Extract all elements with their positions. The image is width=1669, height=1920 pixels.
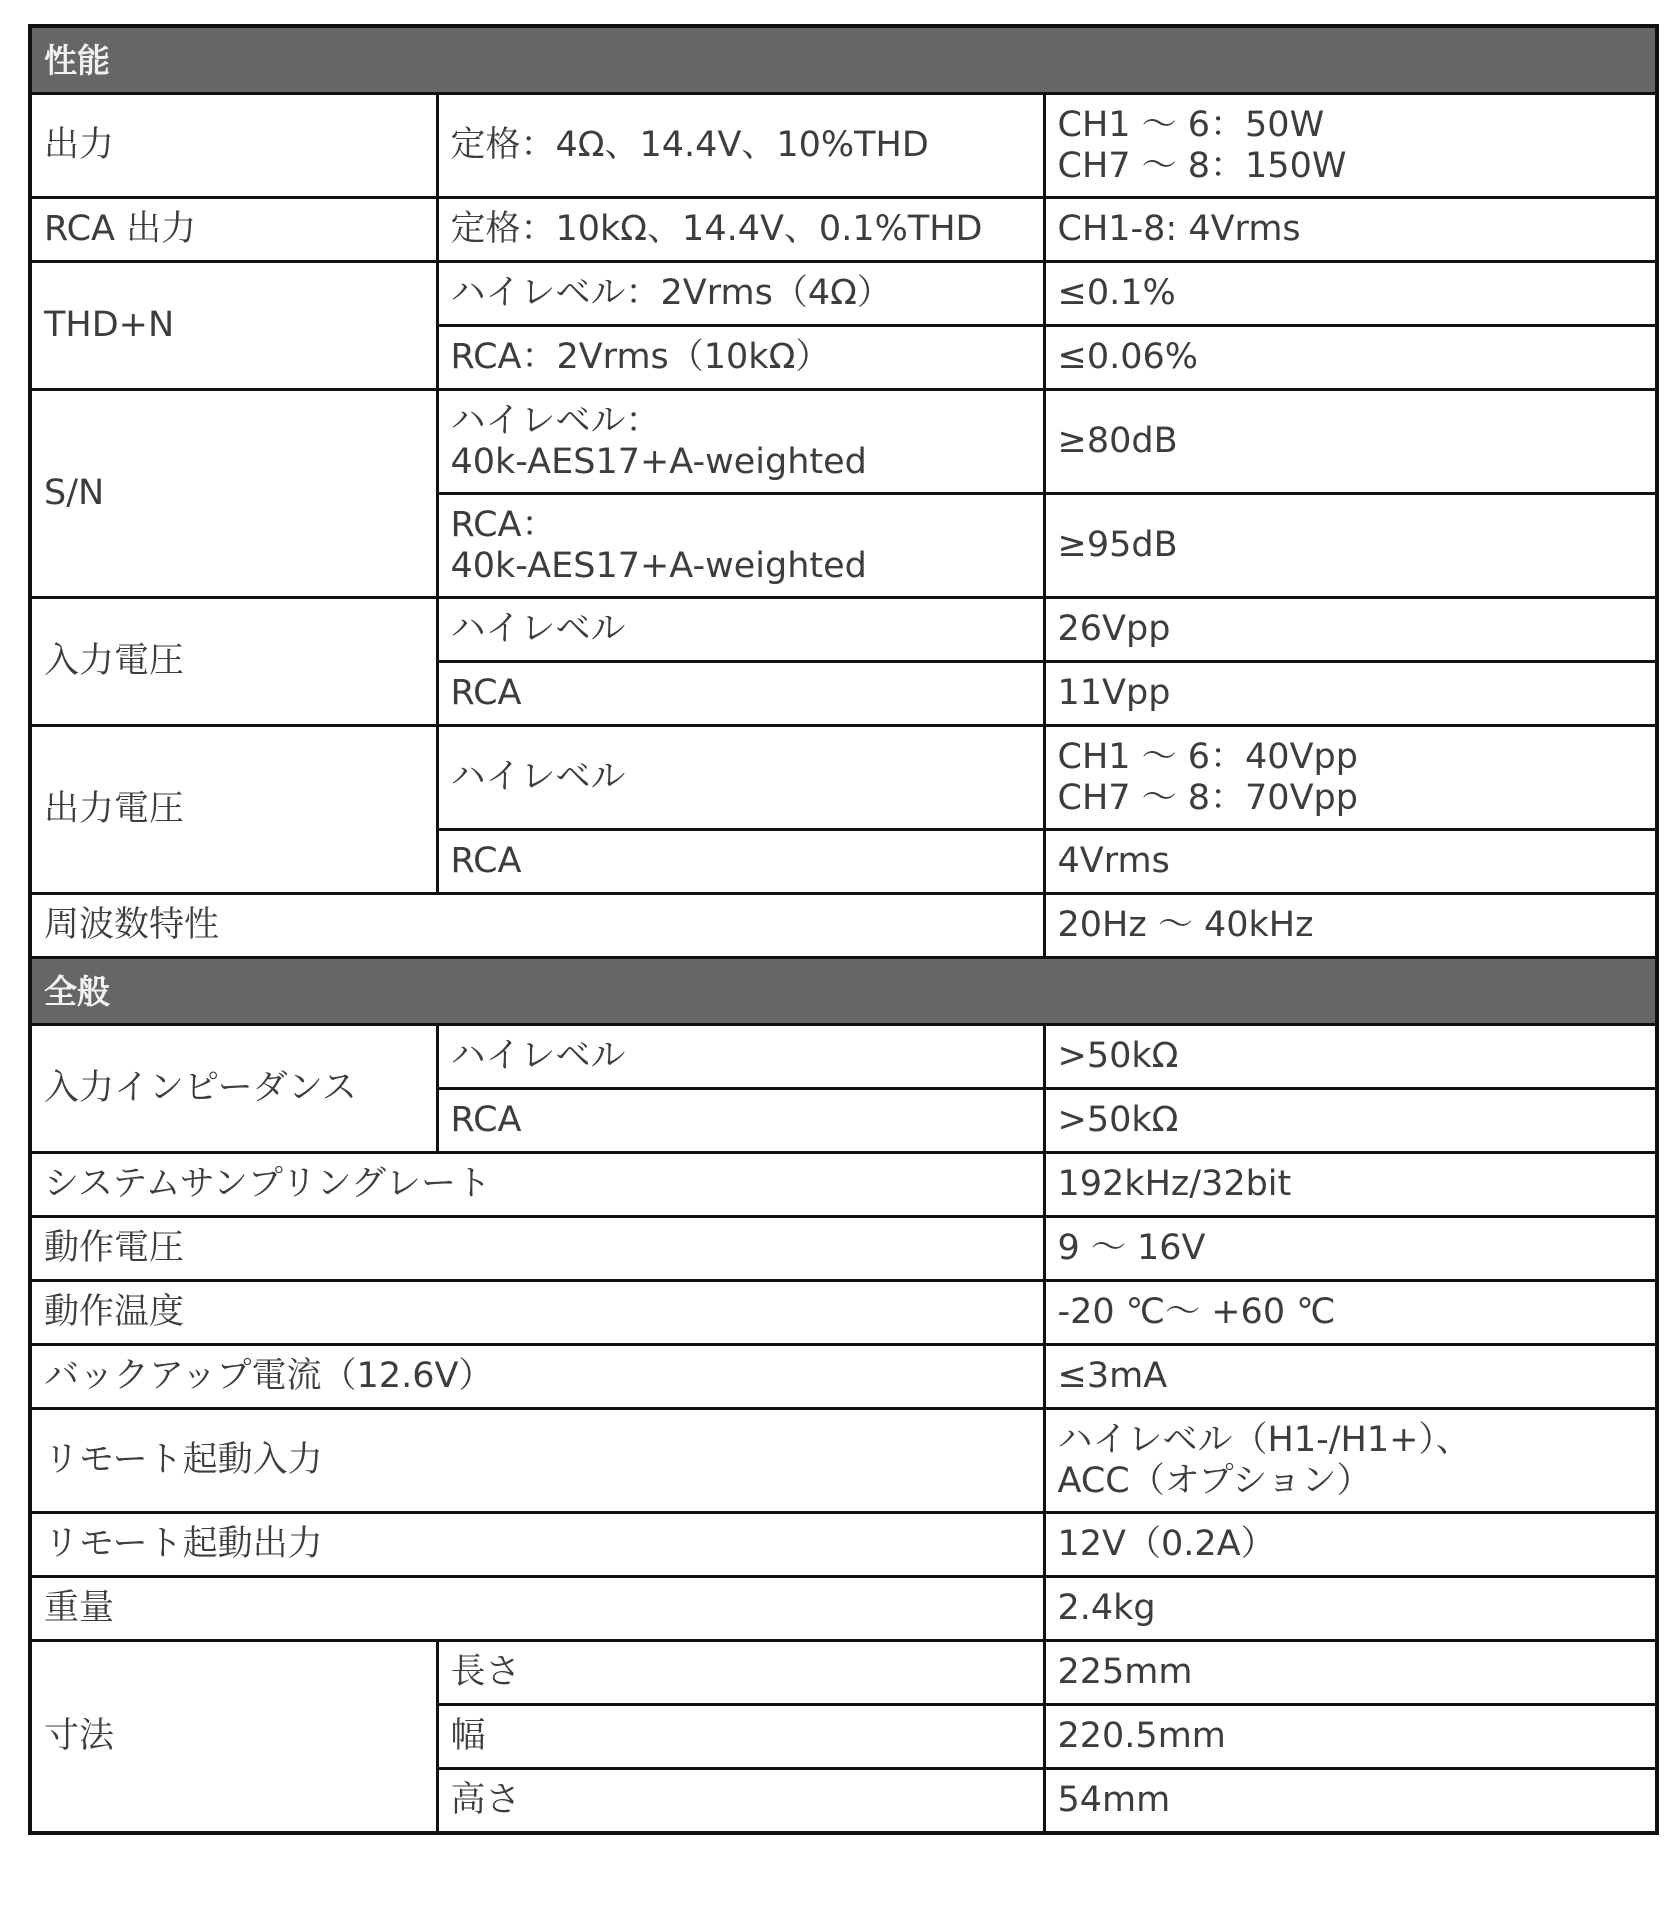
spec-condition: ハイレベル [437, 726, 1044, 830]
spec-label: 寸法 [30, 1641, 437, 1834]
spec-row-operating-voltage [30, 1217, 1657, 1281]
section-header-general [30, 958, 1657, 1025]
spec-value-line: CH1 ～ 6：50W [1057, 104, 1325, 145]
spec-value [1044, 1409, 1657, 1513]
spec-value: 192kHz/32bit [1044, 1153, 1657, 1217]
spec-label: バックアップ電流（12.6V） [30, 1345, 1044, 1409]
spec-value: 26Vpp [1044, 598, 1657, 662]
spec-value: 12V（0.2A） [1044, 1513, 1657, 1577]
spec-value: CH1-8: 4Vrms [1044, 198, 1657, 262]
spec-condition: 長さ [437, 1641, 1044, 1705]
spec-value: ≤0.1% [1044, 262, 1657, 326]
spec-label: 出力電圧 [30, 726, 437, 894]
spec-value: 2.4kg [1044, 1577, 1657, 1641]
spec-value: ≤3mA [1044, 1345, 1657, 1409]
section-title: 性能 [30, 26, 1657, 94]
spec-condition: 定格：10kΩ、14.4V、0.1%THD [437, 198, 1044, 262]
spec-label: 周波数特性 [30, 894, 1044, 958]
spec-value: 20Hz ～ 40kHz [1044, 894, 1657, 958]
spec-value: 54mm [1044, 1769, 1657, 1834]
spec-value: ≥80dB [1044, 390, 1657, 494]
section-header-performance [30, 26, 1657, 94]
spec-row-input-voltage [30, 598, 1657, 662]
spec-condition [437, 390, 1044, 494]
spec-label: 動作電圧 [30, 1217, 1044, 1281]
spec-value: 4Vrms [1044, 830, 1657, 894]
spec-value: -20 ℃～ +60 ℃ [1044, 1281, 1657, 1345]
spec-value [1044, 726, 1657, 830]
section-title: 全般 [30, 958, 1657, 1025]
spec-condition-line: RCA： [450, 504, 557, 545]
spec-label: リモート起動出力 [30, 1513, 1044, 1577]
spec-row-output-voltage [30, 726, 1657, 830]
spec-condition: 定格：4Ω、14.4V、10%THD [437, 94, 1044, 198]
spec-label: システムサンプリングレート [30, 1153, 1044, 1217]
spec-row-weight [30, 1577, 1657, 1641]
spec-condition-line: 40k-AES17+A-weighted [450, 545, 867, 586]
spec-row-sampling-rate [30, 1153, 1657, 1217]
spec-label: 入力電圧 [30, 598, 437, 726]
spec-value: ≤0.06% [1044, 326, 1657, 390]
spec-value: 225mm [1044, 1641, 1657, 1705]
spec-value-line: CH7 ～ 8：70Vpp [1057, 777, 1358, 818]
spec-table [28, 24, 1659, 1835]
spec-row-input-impedance [30, 1025, 1657, 1089]
spec-label: RCA 出力 [30, 198, 437, 262]
spec-condition: RCA [437, 830, 1044, 894]
spec-value-line: CH7 ～ 8：150W [1057, 145, 1347, 186]
spec-value: >50kΩ [1044, 1025, 1657, 1089]
spec-value-line: CH1 ～ 6：40Vpp [1057, 736, 1358, 777]
spec-value-line: ACC（オプション） [1057, 1460, 1372, 1501]
spec-row-rca-output [30, 198, 1657, 262]
spec-condition-line: 40k-AES17+A-weighted [450, 441, 867, 482]
spec-value: 220.5mm [1044, 1705, 1657, 1769]
spec-label: 出力 [30, 94, 437, 198]
spec-row-sn [30, 390, 1657, 494]
spec-value-line: ハイレベル（H1-/H1+）、 [1057, 1419, 1471, 1460]
spec-label: 入力インピーダンス [30, 1025, 437, 1153]
spec-value: 9 ～ 16V [1044, 1217, 1657, 1281]
spec-row-backup-current [30, 1345, 1657, 1409]
spec-label: リモート起動入力 [30, 1409, 1044, 1513]
spec-row-thd-n [30, 262, 1657, 326]
spec-value: ≥95dB [1044, 494, 1657, 598]
spec-condition: 幅 [437, 1705, 1044, 1769]
spec-label: THD+N [30, 262, 437, 390]
spec-condition: RCA：2Vrms（10kΩ） [437, 326, 1044, 390]
spec-condition [437, 494, 1044, 598]
spec-label: 重量 [30, 1577, 1044, 1641]
spec-condition: 高さ [437, 1769, 1044, 1834]
spec-condition: ハイレベル：2Vrms（4Ω） [437, 262, 1044, 326]
spec-label: 動作温度 [30, 1281, 1044, 1345]
spec-row-remote-input [30, 1409, 1657, 1513]
spec-condition: ハイレベル [437, 1025, 1044, 1089]
spec-row-remote-output [30, 1513, 1657, 1577]
spec-condition: RCA [437, 1089, 1044, 1153]
spec-value: >50kΩ [1044, 1089, 1657, 1153]
spec-row-dimensions-length [30, 1641, 1657, 1705]
spec-label: S/N [30, 390, 437, 598]
spec-row-operating-temperature [30, 1281, 1657, 1345]
spec-value [1044, 94, 1657, 198]
spec-value: 11Vpp [1044, 662, 1657, 726]
spec-condition: RCA [437, 662, 1044, 726]
spec-condition-line: ハイレベル： [450, 400, 661, 441]
spec-row-output [30, 94, 1657, 198]
spec-condition: ハイレベル [437, 598, 1044, 662]
spec-row-frequency-response [30, 894, 1657, 958]
